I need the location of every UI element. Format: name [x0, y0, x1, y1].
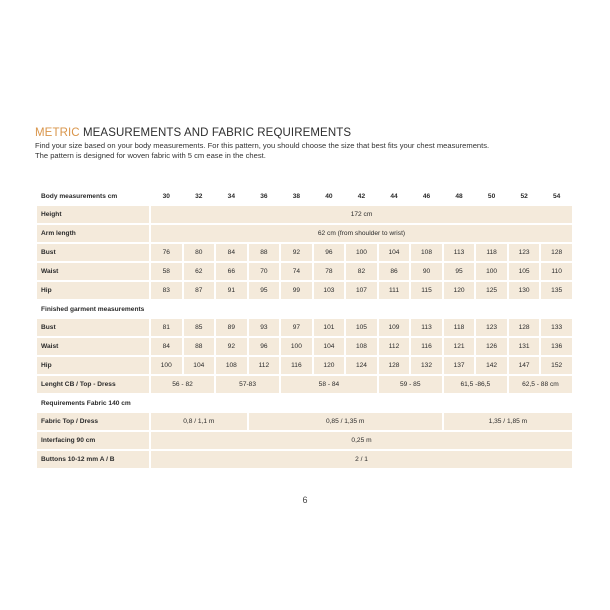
- size-header: 46: [422, 192, 431, 200]
- table-cell: 59 - 85: [379, 376, 442, 393]
- table-cell: 58 - 84: [281, 376, 377, 393]
- size-header: 38: [292, 192, 301, 200]
- table-cell: 81: [151, 319, 182, 336]
- table-cell: 101: [314, 319, 345, 336]
- table-cell: 109: [379, 319, 410, 336]
- table-cell: 0,85 / 1,35 m: [249, 413, 442, 430]
- table-cell: 99: [281, 282, 312, 299]
- size-header: 50: [487, 192, 496, 200]
- body-waist-row: [37, 263, 572, 280]
- row-label: Height: [37, 206, 149, 223]
- heading-accent: METRIC: [35, 127, 80, 139]
- table-cell: 58: [151, 263, 182, 280]
- table-cell: 108: [411, 244, 442, 261]
- table-cell: 56 - 82: [151, 376, 214, 393]
- table-cell: 110: [541, 263, 572, 280]
- table-cell: 120: [314, 357, 345, 374]
- table-cell: 93: [249, 319, 280, 336]
- table-cell: 74: [281, 263, 312, 280]
- table-cell: 118: [476, 244, 507, 261]
- intro-line: Find your size based on your body measurements. For this pattern, you should choose the size that best fits your chest measurements.: [35, 141, 490, 150]
- row-label: Arm length: [37, 225, 149, 242]
- table-cell: 87: [184, 282, 215, 299]
- table-cell: 124: [346, 357, 377, 374]
- table-cell: 126: [476, 338, 507, 355]
- table-cell: 76: [151, 244, 182, 261]
- row-label: Hip: [37, 282, 149, 299]
- table-cell: 90: [411, 263, 442, 280]
- table-cell: 103: [314, 282, 345, 299]
- table-cell: 88: [249, 244, 280, 261]
- table-cell: 95: [249, 282, 280, 299]
- table-cell: 105: [346, 319, 377, 336]
- buttons-row: [37, 451, 572, 468]
- table-cell: 130: [509, 282, 540, 299]
- table-cell: 116: [411, 338, 442, 355]
- heading-text: MEASUREMENTS AND FABRIC REQUIREMENTS: [79, 127, 352, 139]
- size-header: 32: [195, 192, 203, 200]
- table-cell: 66: [216, 263, 247, 280]
- table-cell: 128: [509, 319, 540, 336]
- table-cell: 86: [379, 263, 410, 280]
- table-cell: 0,8 / 1,1 m: [151, 413, 247, 430]
- size-header: 42: [357, 192, 366, 200]
- table-cell: 123: [476, 319, 507, 336]
- table-cell: 2 / 1: [151, 451, 572, 468]
- table-cell: 136: [541, 338, 572, 355]
- size-header: 54: [553, 192, 561, 200]
- table-cell: 100: [476, 263, 507, 280]
- arm-length-value: 62 cm (from shoulder to wrist): [151, 225, 572, 242]
- interfacing-row: [37, 432, 572, 449]
- finished-waist-row: [37, 338, 572, 355]
- table-cell: 128: [379, 357, 410, 374]
- intro-line: The pattern is designed for woven fabric with 5 cm ease in the chest.: [35, 150, 266, 160]
- table-cell: 108: [346, 338, 377, 355]
- table-cell: 137: [444, 357, 475, 374]
- table-cell: 133: [541, 319, 572, 336]
- table-cell: 100: [151, 357, 182, 374]
- table-cell: 107: [346, 282, 377, 299]
- table-cell: 80: [184, 244, 215, 261]
- table-cell: 104: [314, 338, 345, 355]
- table-cell: 135: [541, 282, 572, 299]
- table-cell: 132: [411, 357, 442, 374]
- table-cell: 100: [346, 244, 377, 261]
- height-value: 172 cm: [151, 206, 572, 223]
- table-cell: 97: [281, 319, 312, 336]
- row-label: Lenght CB / Top - Dress: [37, 376, 149, 393]
- table-cell: 111: [379, 282, 410, 299]
- table-cell: 91: [216, 282, 247, 299]
- table-cell: 116: [281, 357, 312, 374]
- table-cell: 115: [411, 282, 442, 299]
- table-cell: 82: [346, 263, 377, 280]
- size-header: 44: [390, 192, 398, 200]
- length-row: [37, 376, 572, 393]
- table-cell: 142: [476, 357, 507, 374]
- table-cell: 104: [379, 244, 410, 261]
- table-cell: 84: [151, 338, 182, 355]
- finished-header-row: [37, 301, 572, 317]
- table-cell: 95: [444, 263, 475, 280]
- table-cell: 57-83: [216, 376, 279, 393]
- finished-hip-row: [37, 357, 572, 374]
- page-number: 6: [302, 495, 308, 505]
- table-cell: 78: [314, 263, 345, 280]
- table-cell: 123: [509, 244, 540, 261]
- row-label: Fabric Top / Dress: [37, 413, 149, 430]
- table-cell: 152: [541, 357, 572, 374]
- table-cell: 105: [509, 263, 540, 280]
- table-cell: 121: [444, 338, 475, 355]
- height-row: [37, 206, 572, 223]
- table-cell: 96: [249, 338, 280, 355]
- table-cell: 128: [541, 244, 572, 261]
- table-cell: 62,5 - 88 cm: [509, 376, 572, 393]
- size-header: 36: [260, 192, 268, 200]
- row-label: Waist: [37, 338, 149, 355]
- table-cell: 1,35 / 1,85 m: [444, 413, 572, 430]
- size-header: 48: [455, 192, 463, 200]
- row-label: Hip: [37, 357, 149, 374]
- table-cell: 113: [444, 244, 475, 261]
- table-cell: 120: [444, 282, 475, 299]
- requirements-header-row: [37, 395, 572, 411]
- table-cell: 118: [444, 319, 475, 336]
- table-cell: 96: [314, 244, 345, 261]
- table-cell: 92: [216, 338, 247, 355]
- table-cell: 70: [249, 263, 280, 280]
- table-cell: 100: [281, 338, 312, 355]
- table-cell: 104: [184, 357, 215, 374]
- table-cell: 83: [151, 282, 182, 299]
- table-cell: 108: [216, 357, 247, 374]
- size-header: 30: [162, 192, 170, 200]
- table-cell: 92: [281, 244, 312, 261]
- table-cell: 85: [184, 319, 215, 336]
- table-cell: 62: [184, 263, 215, 280]
- body-hip-row: [37, 282, 572, 299]
- finished-measurements-heading: Finished garment measurements: [41, 305, 145, 313]
- intro-text: [35, 141, 580, 160]
- row-label: Buttons 10-12 mm A / B: [37, 451, 149, 468]
- table-cell: 112: [249, 357, 280, 374]
- page-heading: [35, 127, 351, 139]
- row-label: Interfacing 90 cm: [37, 432, 149, 449]
- body-bust-row: [37, 244, 572, 261]
- table-cell: 113: [411, 319, 442, 336]
- table-cell: 112: [379, 338, 410, 355]
- table-cell: 0,25 m: [151, 432, 572, 449]
- table-cell: 84: [216, 244, 247, 261]
- table-cell: 88: [184, 338, 215, 355]
- finished-bust-row: [37, 319, 572, 336]
- fabric-row: [37, 413, 572, 430]
- measurement-table: [35, 186, 574, 470]
- row-label: Bust: [37, 244, 149, 261]
- size-header-row: [37, 188, 572, 204]
- table-cell: 147: [509, 357, 540, 374]
- size-header: 34: [227, 192, 235, 200]
- table-cell: 131: [509, 338, 540, 355]
- arm-length-row: [37, 225, 572, 242]
- table-cell: 61,5 -86,5: [444, 376, 507, 393]
- table-cell: 125: [476, 282, 507, 299]
- size-header: 40: [325, 192, 333, 200]
- row-label: Bust: [37, 319, 149, 336]
- row-label: Waist: [37, 263, 149, 280]
- requirements-heading: Requirements Fabric 140 cm: [41, 399, 131, 407]
- size-header: 52: [520, 192, 528, 200]
- body-measurements-heading: Body measurements cm: [41, 192, 118, 200]
- table-cell: 89: [216, 319, 247, 336]
